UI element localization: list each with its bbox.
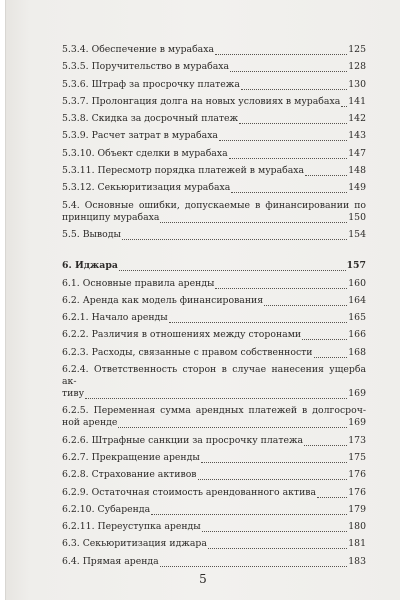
toc-entry [62, 405, 366, 429]
toc-entry-page: 180 [348, 521, 366, 533]
toc-entry-title: 5.3.11. Пересмотр порядка платежей в мурабаха [62, 165, 305, 177]
dot-leader [169, 312, 348, 323]
dot-leader [122, 229, 347, 240]
toc-entry [62, 278, 366, 295]
toc-entry-title: 6.2.10. Субаренда [62, 503, 151, 515]
toc-entry [62, 329, 366, 346]
toc-entry-page: 164 [348, 294, 366, 306]
toc-entry [62, 200, 366, 224]
toc-entry-title: 6.2.1. Начало аренды [62, 312, 168, 324]
toc-entry [62, 295, 366, 312]
toc-entry-page: 181 [348, 538, 366, 550]
toc-entry-title-line1: 6.2.4. Ответственность сторон в случае нанесения ущерба ак- [62, 364, 366, 388]
dot-leader [314, 347, 348, 358]
toc-entry-title: 6.4. Прямая аренда [62, 555, 159, 567]
dot-leader [119, 260, 346, 271]
toc-entry-title: 6.2.11. Переуступка аренды [62, 521, 201, 533]
dot-leader [118, 417, 347, 428]
dot-leader [317, 487, 347, 498]
toc-entry [62, 130, 366, 147]
toc-section-6 [62, 260, 366, 573]
toc-entry [62, 165, 366, 182]
page-number: 5 [199, 572, 207, 586]
toc-entry-line2 [62, 388, 366, 400]
toc-entry [62, 556, 366, 573]
toc-entry [62, 538, 366, 555]
toc-entry-page: 175 [348, 451, 366, 463]
toc-entry-page: 179 [348, 503, 366, 515]
dot-leader [201, 452, 348, 463]
toc-entry-page: 176 [348, 469, 366, 481]
toc-entry-title: 6.2.9. Остаточная стоимость арендованного актива [62, 486, 317, 498]
toc-entry-title: 5.3.5. Поручительство в мурабаха [62, 61, 230, 73]
toc-entry-page: 157 [346, 260, 366, 272]
toc-entry [62, 229, 366, 246]
toc-entry-page: 150 [348, 211, 366, 223]
dot-leader [229, 148, 348, 159]
toc-entry-page: 166 [348, 329, 366, 341]
book-page [5, 0, 400, 600]
toc-entry-title: 6.2.6. Штрафные санкции за просрочку платежа [62, 434, 304, 446]
toc-entry-title: 6. Иджара [62, 260, 118, 272]
dot-leader [305, 165, 347, 176]
toc-entry-line2 [62, 212, 366, 224]
dot-leader [85, 388, 347, 399]
section-gap [62, 246, 366, 260]
toc-entry-title-line2: ной аренде [62, 417, 118, 429]
toc-entry [62, 61, 366, 78]
dot-leader [231, 182, 347, 193]
table-of-contents [62, 44, 366, 573]
dot-leader [202, 521, 348, 532]
toc-entry-page: 142 [348, 113, 366, 125]
dot-leader [341, 96, 347, 107]
toc-entry-page: 125 [348, 44, 366, 55]
toc-entry [62, 364, 366, 400]
dot-leader [151, 504, 347, 515]
toc-entry-title: 6.2.3. Расходы, связанные с правом собственности [62, 346, 313, 358]
toc-entry-page: 143 [348, 130, 366, 142]
toc-entry-title: 5.3.9. Расчет затрат в мурабаха [62, 130, 218, 142]
toc-entry [62, 469, 366, 486]
toc-entry-title: 6.3. Секьюритизация иджара [62, 538, 207, 550]
toc-entry [62, 182, 366, 199]
toc-entry [62, 79, 366, 96]
toc-entry-title: 6.1. Основные правила аренды [62, 277, 215, 289]
toc-entry [62, 347, 366, 364]
toc-entry [62, 452, 366, 469]
toc-entry-page: 183 [348, 555, 366, 567]
toc-entry [62, 260, 366, 277]
toc-entry-page: 168 [348, 346, 366, 358]
toc-entry-title: 5.3.8. Скидка за досрочный платеж [62, 113, 239, 125]
toc-entry-title: 5.5. Выводы [62, 228, 121, 240]
toc-entry-page: 176 [348, 486, 366, 498]
toc-entry-title: 5.3.10. Объект сделки в мурабаха [62, 147, 228, 159]
dot-leader [239, 113, 347, 124]
toc-entry [62, 44, 366, 61]
dot-leader [215, 44, 347, 55]
toc-entry [62, 504, 366, 521]
toc-entry [62, 312, 366, 329]
toc-entry-page: 148 [348, 165, 366, 177]
toc-entry-title: 5.3.12. Секьюритизация мурабаха [62, 182, 231, 194]
dot-leader [304, 435, 347, 446]
dot-leader [160, 212, 347, 223]
dot-leader [215, 278, 347, 289]
toc-entry-page: 173 [348, 434, 366, 446]
dot-leader [302, 329, 347, 340]
toc-entry-page: 130 [348, 78, 366, 90]
toc-entry-page: 160 [348, 277, 366, 289]
toc-entry [62, 521, 366, 538]
toc-entry [62, 113, 366, 130]
dot-leader [198, 469, 348, 480]
toc-entry [62, 487, 366, 504]
toc-entry-title: 6.2.8. Страхование активов [62, 469, 197, 481]
dot-leader [219, 130, 347, 141]
toc-entry-page: 128 [348, 61, 366, 73]
toc-entry-page: 154 [348, 228, 366, 240]
toc-entry [62, 148, 366, 165]
toc-entry-page: 147 [348, 147, 366, 159]
toc-entry-title-line2: принципу мурабаха [62, 211, 160, 223]
toc-entry-title-line2: тиву [62, 388, 85, 400]
toc-entry-title: 6.2.2. Различия в отношениях между сторонами [62, 329, 302, 341]
toc-entry-page: 169 [348, 388, 366, 400]
toc-entry-page: 165 [348, 312, 366, 324]
dot-leader [208, 538, 347, 549]
dot-leader [230, 61, 347, 72]
toc-entry-title: 5.3.4. Обеспечение в мурабаха [62, 44, 215, 55]
dot-leader [264, 295, 347, 306]
toc-entry-title: 5.3.6. Штраф за просрочку платежа [62, 78, 240, 90]
toc-entry [62, 96, 366, 113]
toc-section-5 [62, 44, 366, 246]
toc-entry-page: 141 [348, 95, 366, 107]
toc-entry-title-line1: 5.4. Основные ошибки, допускаемые в финансировании по [62, 199, 366, 211]
toc-entry-title-line1: 6.2.5. Переменная сумма арендных платежей в долгосроч- [62, 405, 366, 417]
toc-entry-title: 5.3.7. Пролонгация долга на новых условиях в мурабаха [62, 95, 341, 107]
toc-entry-page: 169 [348, 417, 366, 429]
toc-entry-line2 [62, 417, 366, 429]
toc-entry-title: 6.2.7. Прекращение аренды [62, 451, 200, 463]
toc-entry [62, 435, 366, 452]
toc-entry-page: 149 [348, 182, 366, 194]
dot-leader [241, 79, 347, 90]
toc-entry-title: 6.2. Аренда как модель финансирования [62, 294, 264, 306]
dot-leader [160, 556, 348, 567]
